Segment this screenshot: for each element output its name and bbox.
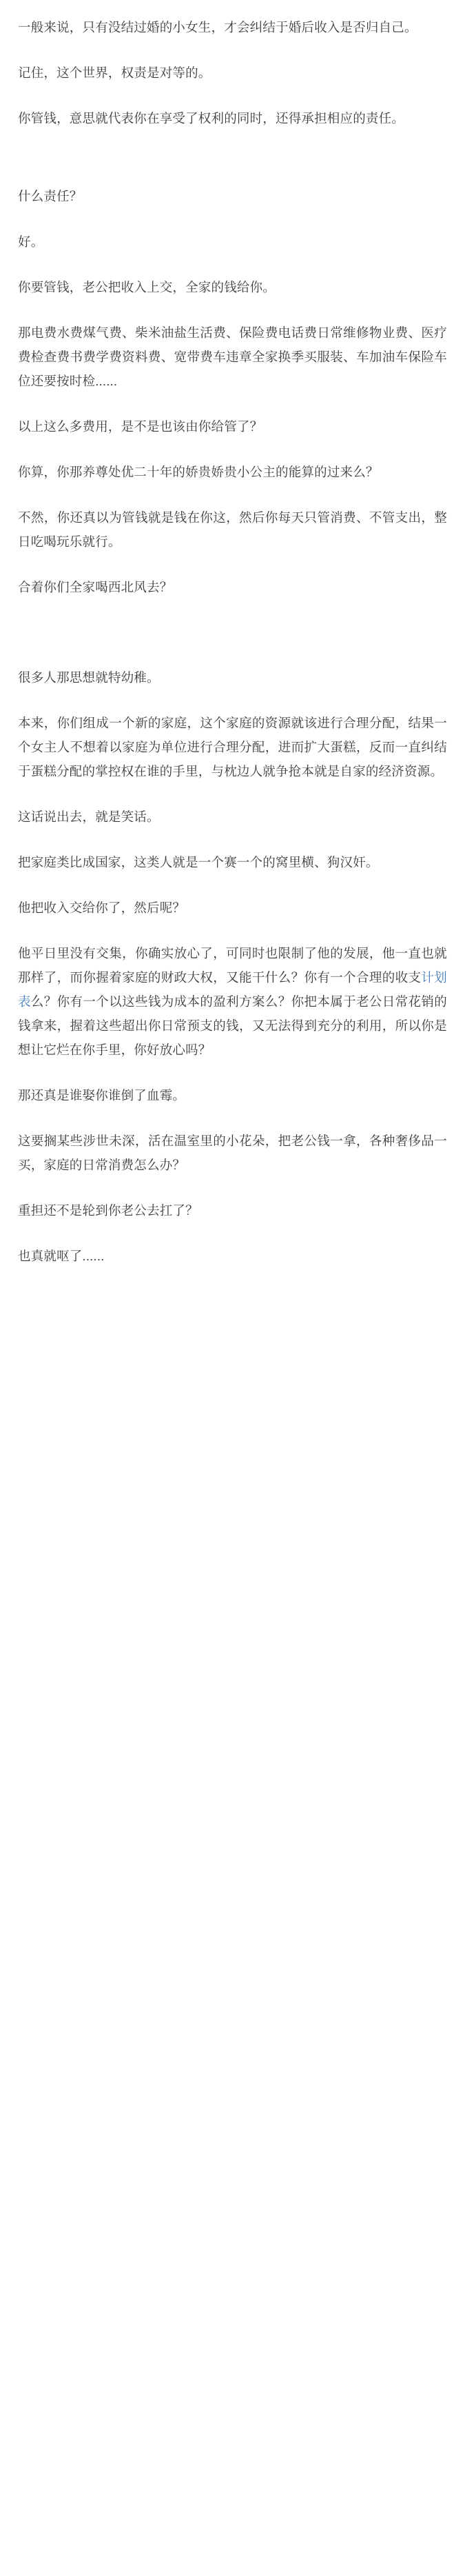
paragraph: 你算，你那养尊处优二十年的娇贵娇贵小公主的能算的过来么？ [18, 465, 379, 479]
paragraph: 本来，你们组成一个新的家庭，这个家庭的资源就该进行合理分配，结果一个女主人不想着以家庭为单位进行合理分配，进而扩大蛋糕，反而一直纠结于蛋糕分配的掌控权在谁的手里，与枕边人就争抢本就是自家的经济资源。 [18, 716, 447, 778]
paragraph: 你要管钱，老公把收入上交，全家的钱给你。 [18, 280, 276, 294]
paragraph: 合着你们全家喝西北风去？ [18, 580, 173, 594]
paragraph: 这要搁某些涉世未深，活在温室里的小花朵，把老公钱一拿，各种奢侈品一买，家庭的日常消费怎么办？ [18, 1134, 447, 1172]
paragraph: 那还真是谁娶你谁倒了血霉。 [18, 1088, 186, 1103]
paragraph: 这话说出去，就是笑话。 [18, 809, 160, 824]
paragraph: 那电费水费煤气费、柴米油盐生活费、保险费电话费日常维修物业费、医疗费检查费书费学费资料费、宽带费车违章全家换季买服装、车加油车保险车位还要按时检...... [18, 325, 447, 388]
paragraph: 他把收入交给你了，然后呢？ [18, 900, 186, 915]
paragraph: 好。 [18, 234, 44, 249]
paragraph: 很多人那思想就特幼稚。 [18, 670, 160, 685]
paragraph: 重担还不是轮到你老公去扛了？ [18, 1203, 198, 1218]
paragraph-with-link: 他平日里没有交集，你确实放心了，可同时也限制了他的发展，他一直也就那样了，而你握着家庭的财政大权，又能干什么？你有一个合理的收支计划表么？你有一个以这些钱为成本的盈利方案么？你把本属于老公日常花销的钱拿来，握着这些超出你日常预支的钱，又无法得到充分的利用，所以你是想让它烂在你手里，你好放心吗？ [18, 946, 448, 1057]
paragraph: 记住，这个世界，权责是对等的。 [18, 66, 211, 80]
paragraph: 什么责任？ [18, 189, 83, 203]
paragraph: 把家庭类比成国家，这类人就是一个赛一个的窝里横、狗汉奸。 [18, 855, 379, 869]
inline-link[interactable]: 计划表 [18, 970, 448, 1009]
paragraph: 一般来说，只有没结过婚的小女生，才会纠结于婚后收入是否归自己。 [18, 20, 417, 34]
paragraph: 也真就呕了...... [18, 1249, 105, 1263]
paragraph: 你管钱，意思就代表你在享受了权利的同时，还得承担相应的责任。 [18, 111, 405, 125]
paragraph: 不然，你还真以为管钱就是钱在你这，然后你每天只管消费、不管支出，整日吃喝玩乐就行。 [18, 510, 447, 549]
paragraph: 以上这么多费用，是不是也该由你给管了？ [18, 419, 263, 434]
